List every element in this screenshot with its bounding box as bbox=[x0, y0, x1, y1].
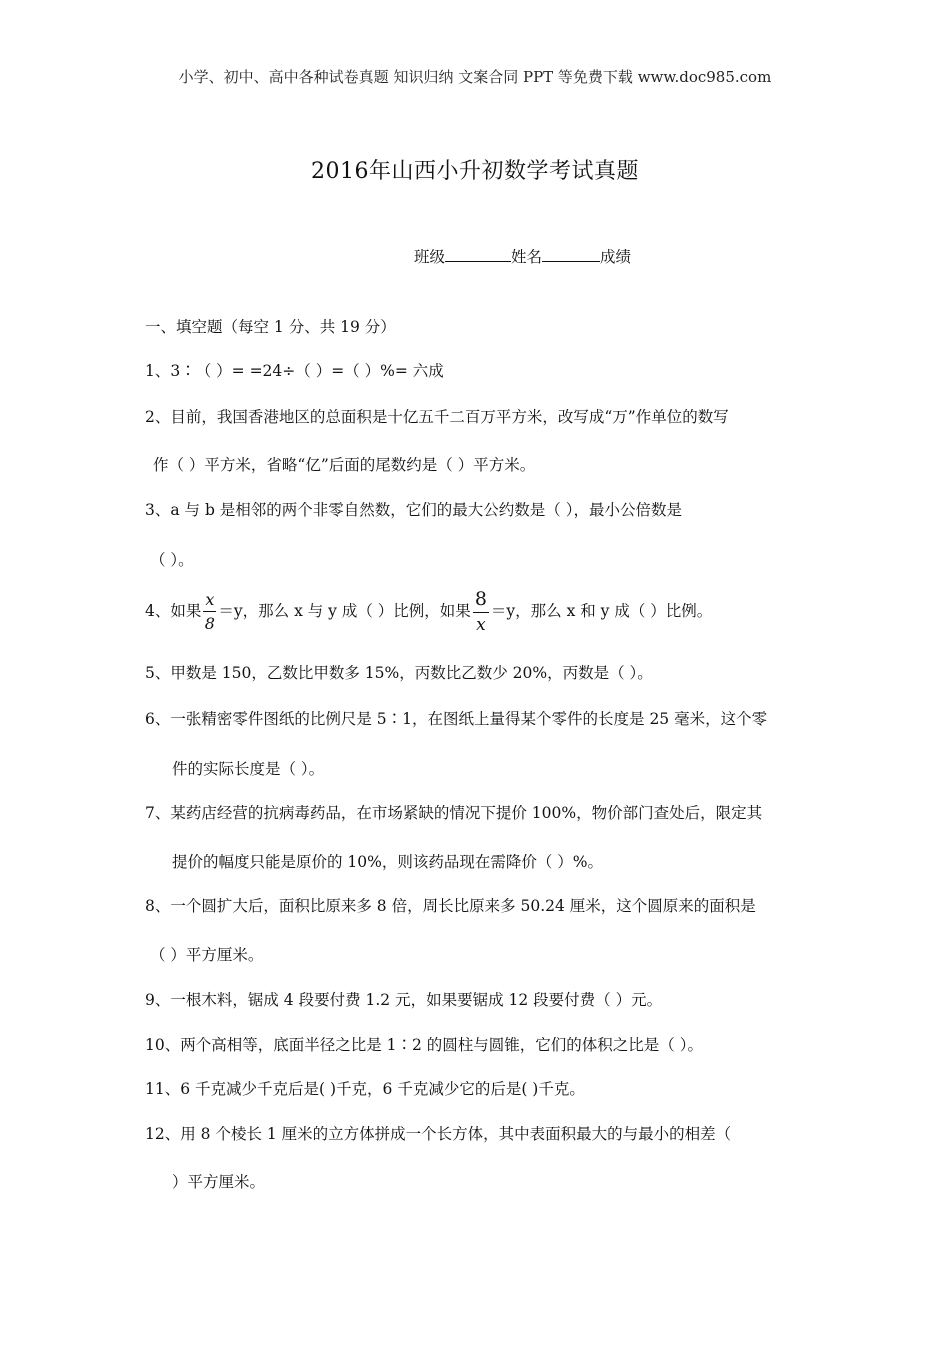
question-7-line-2: 提价的幅度只能是原价的 10%，则该药品现在需降价（ ）%。 bbox=[172, 853, 604, 871]
name-label: 姓名 bbox=[511, 248, 543, 266]
question-7-line-1: 7、某药店经营的抗病毒药品，在市场紧缺的情况下提价 100%，物价部门查处后，限定其 bbox=[145, 804, 763, 822]
question-2-line-1: 2、目前，我国香港地区的总面积是十亿五千二百万平方米，改写成“万”作单位的数写 bbox=[145, 408, 729, 426]
question-12-line-2: ）平方厘米。 bbox=[172, 1173, 266, 1191]
question-2-line-2: 作（ ）平方米，省略“亿”后面的尾数约是（ ）平方米。 bbox=[153, 456, 536, 474]
fraction-denominator: x bbox=[476, 615, 486, 635]
question-3-line-1: 3、a 与 b 是相邻的两个非零自然数，它们的最大公约数是（ ），最小公倍数是 bbox=[145, 501, 682, 519]
question-9: 9、一根木料，锯成 4 段要付费 1.2 元，如果要锯成 12 段要付费（ ）元。 bbox=[145, 991, 663, 1009]
question-3-line-2: （ ）。 bbox=[150, 551, 194, 569]
question-6-line-2: 件的实际长度是（ ）。 bbox=[172, 760, 325, 778]
class-blank bbox=[445, 247, 511, 262]
fraction-8-over-x bbox=[473, 590, 489, 634]
page-title: 2016年山西小升初数学考试真题 bbox=[311, 159, 639, 184]
fraction-numerator: 8 bbox=[473, 590, 489, 613]
name-blank bbox=[542, 247, 600, 262]
class-label: 班级 bbox=[414, 248, 446, 266]
question-1: 1、3∶（ ）= =24÷（ ）=（ ）%= 六成 bbox=[145, 362, 444, 380]
question-12-line-1: 12、用 8 个棱长 1 厘米的立方体拼成一个长方体，其中表面积最大的与最小的相差（ bbox=[145, 1125, 732, 1143]
q4-text-2: ＝y，那么 x 与 y 成（ ）比例，如果 bbox=[218, 602, 471, 620]
score-label: 成绩 bbox=[600, 248, 632, 266]
fraction-denominator: 8 bbox=[204, 614, 215, 633]
fraction-x-over-8 bbox=[203, 592, 216, 632]
question-10: 10、两个高相等，底面半径之比是 1∶2 的圆柱与圆锥，它们的体积之比是（ ）。 bbox=[145, 1036, 703, 1054]
question-4 bbox=[145, 590, 712, 634]
q4-text-3: ＝y，那么 x 和 y 成（ ）比例。 bbox=[490, 602, 713, 620]
question-8-line-1: 8、一个圆扩大后，面积比原来多 8 倍，周长比原来多 50.24 厘米，这个圆原来的面积是 bbox=[145, 897, 756, 915]
question-6-line-1: 6、一张精密零件图纸的比例尺是 5∶1，在图纸上量得某个零件的长度是 25 毫米，这个零 bbox=[145, 710, 768, 728]
question-5: 5、甲数是 150，乙数比甲数多 15%，丙数比乙数少 20%，丙数是（ ）。 bbox=[145, 664, 653, 682]
q4-text-1: 4、如果 bbox=[145, 602, 202, 620]
info-line bbox=[414, 245, 631, 267]
section-heading: 一、填空题（每空 1 分、共 19 分） bbox=[145, 318, 396, 336]
question-8-line-2: （ ）平方厘米。 bbox=[150, 946, 264, 964]
fraction-numerator: x bbox=[203, 592, 216, 612]
question-11: 11、6 千克减少千克后是( )千克，6 千克减少它的后是( )千克。 bbox=[145, 1080, 585, 1098]
page-header: 小学、初中、高中各种试卷真题 知识归纳 文案合同 PPT 等免费下载 www.doc985.com bbox=[178, 68, 772, 86]
